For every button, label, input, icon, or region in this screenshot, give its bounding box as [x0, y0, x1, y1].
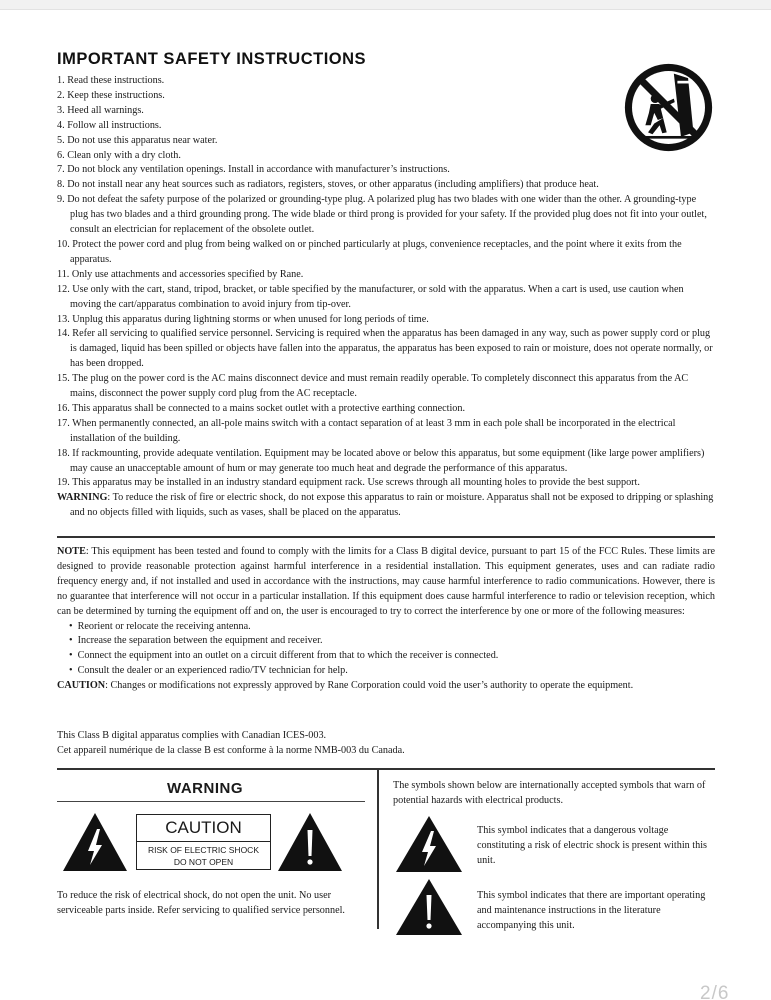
canada-compliance — [57, 728, 405, 758]
caution-line-1: RISK OF ELECTRIC SHOCK — [148, 845, 259, 855]
section-divider — [57, 536, 715, 538]
instruction-item: 13. Unplug this apparatus during lightning storms or when unused for long periods of time. — [57, 313, 429, 325]
section-divider — [57, 768, 715, 770]
caution-label-box — [136, 814, 271, 870]
canada-line-fr: Cet appareil numérique de la classe B est conforme à la norme NMB-003 du Canada. — [57, 745, 405, 756]
page-title: IMPORTANT SAFETY INSTRUCTIONS — [57, 50, 367, 68]
warning-title-rule — [57, 801, 365, 802]
instruction-item: 4. Follow all instructions. — [57, 119, 162, 131]
exclamation-symbol-description: This symbol indicates that there are important operating and maintenance instructions in the literature accompanying this unit. — [477, 890, 706, 931]
lightning-triangle-icon — [395, 815, 463, 873]
caution-head: CAUTION — [137, 815, 270, 842]
instruction-item: 11. Only use attachments and accessories specified by Rane. — [57, 268, 304, 280]
measure-item: • Reorient or relocate the receiving antenna. — [69, 620, 715, 635]
instruction-item: 19. This apparatus may be installed in an industry standard equipment rack. Use screws through all mounting holes to provide the best support. — [57, 477, 640, 489]
instruction-item: 14. Refer all servicing to qualified service personnel. Servicing is required when the apparatus has been damaged in any way, such as power supply cord or plug is damaged, liquid has been spilled or objects have fallen into the apparatus, the apparatus has been exposed to rain or moisture, does not operate normally, or has been dropped. — [57, 328, 713, 370]
safety-instructions-list — [57, 74, 715, 521]
instruction-item: 7. Do not block any ventilation openings. Install in accordance with manufacturer’s instructions. — [57, 164, 450, 176]
lightning-symbol-description: This symbol indicates that a dangerous voltage constituting a risk of electric shock is present within this unit. — [477, 825, 708, 866]
canada-line-en: This Class B digital apparatus complies with Canadian ICES-003. — [57, 730, 327, 741]
instruction-item: 17. When permanently connected, an all-pole mains switch with a contact separation of at least 3 mm in each pole shall be incorporated in the electrical installation of the building. — [57, 417, 676, 444]
caution-label: CAUTION — [57, 680, 106, 692]
instruction-item: 15. The plug on the power cord is the AC mains disconnect device and must remain readily operable. To completely disconnect this apparatus from the AC mains, disconnect the power supply cord plug from the AC receptacle. — [57, 373, 689, 400]
warning-text: : To reduce the risk of fire or electric shock, do not expose this apparatus to rain or moisture. Apparatus shall not be exposed to dripping or splashing and no objects filled with liquids, such as vases, shall be placed on the apparatus. — [70, 492, 714, 519]
instruction-item: 5. Do not use this apparatus near water. — [57, 134, 218, 146]
lightning-triangle-icon — [62, 812, 128, 872]
instruction-item: 9. Do not defeat the safety purpose of the polarized or grounding-type plug. A polarized plug has two blades with one wider than the other. A grounding-type plug has two blades and a third grounding prong. The wide blade or third prong is provided for your safety. If the provided plug does not fit into your outlet, consult an electrician for replacement of the obsolete outlet. — [57, 194, 707, 236]
note-text: : This equipment has been tested and found to comply with the limits for a Class B digital device, pursuant to part 15 of the FCC Rules. These limits are designed to provide reasonable protection against harmful interference in a residential installation. This equipment generates, uses and can radiate radio frequency energy and, if not installed and used in accordance with the instructions, may cause harmful interference to radio communications. However, there is no guarantee that interference will not occur in a particular installation. If this equipment does cause harmful interference to radio or television reception, which can be determined by turning the equipment off and on, the user is encouraged to try to correct the interference by one or more of the following measures: — [57, 546, 715, 617]
instruction-item: 18. If rackmounting, provide adequate ventilation. Equipment may be located above or below this apparatus, but some equipment (like large power amplifiers) may cause an unacceptable amount of hum or may generate too much heat and degrade the performance of this apparatus. — [57, 447, 705, 474]
measure-item: • Connect the equipment into an outlet on a circuit different from that to which the receiver is connected. — [69, 649, 715, 664]
instruction-item: 3. Heed all warnings. — [57, 104, 144, 116]
instruction-item: 1. Read these instructions. — [57, 75, 165, 86]
fcc-notice — [57, 545, 715, 694]
instruction-item: 8. Do not install near any heat sources such as radiators, registers, stoves, or other apparatus (including amplifiers) that produce heat. — [57, 179, 599, 191]
viewer-top-bar — [0, 0, 771, 10]
caution-text: : Changes or modifications not expressly approved by Rane Corporation could void the user’s authority to operate the equipment. — [105, 680, 634, 692]
instruction-item: 16. This apparatus shall be connected to a mains socket outlet with a protective earthing connection. — [57, 402, 466, 414]
instruction-item: 10. Protect the power cord and plug from being walked on or pinched particularly at plugs, convenience receptacles, and the point where it exits from the apparatus. — [57, 238, 682, 265]
measures-list — [69, 620, 715, 680]
instruction-item: 6. Clean only with a dry cloth. — [57, 149, 181, 161]
column-divider — [377, 769, 379, 929]
measure-item: • Consult the dealer or an experienced radio/TV technician for help. — [69, 664, 715, 679]
shock-warning-text: To reduce the risk of electrical shock, do not open the unit. No user serviceable parts inside. Refer servicing to qualified service personnel. — [57, 890, 345, 916]
symbols-intro: The symbols shown below are internationally accepted symbols that warn of potential hazards with electrical products. — [393, 780, 706, 806]
note-label: NOTE — [57, 546, 86, 557]
instruction-item: 12. Use only with the cart, stand, tripod, bracket, or table specified by the manufacturer, or sold with the apparatus. When a cart is used, use caution when moving the cart/apparatus combination to avoid injury from tip-over. — [57, 283, 684, 310]
warning-label: WARNING — [57, 492, 108, 504]
warning-panel-title: WARNING — [167, 780, 243, 797]
instruction-item: 2. Keep these instructions. — [57, 89, 165, 101]
measure-item: • Increase the separation between the equipment and receiver. — [69, 634, 715, 649]
page-number: 2/6 — [700, 983, 730, 1000]
exclamation-triangle-icon — [395, 878, 463, 936]
warning-item — [57, 491, 715, 521]
caution-line-2: DO NOT OPEN — [173, 857, 234, 867]
exclamation-triangle-icon — [277, 812, 343, 872]
